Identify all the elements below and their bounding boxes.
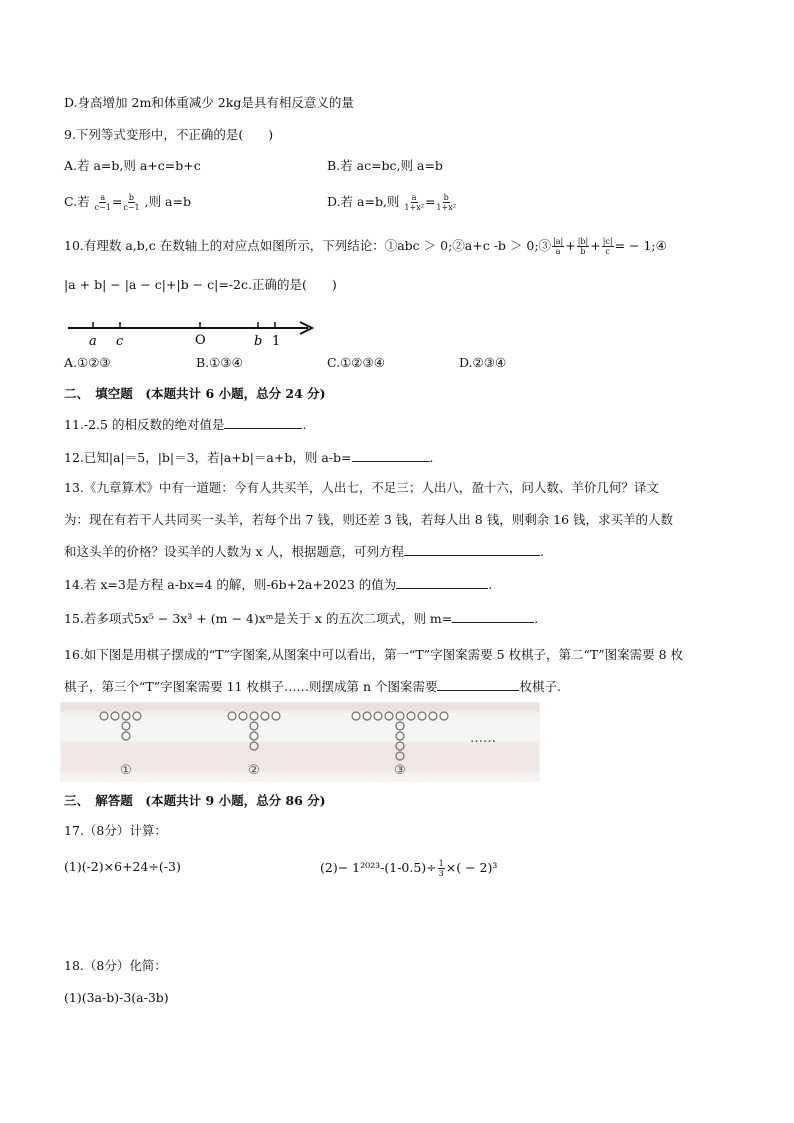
- q15-answer-blank[interactable]: [452, 610, 534, 623]
- q10-stem: 10.有理数 a,b,c 在数轴上的对应点如图所示，下列结论：①abc ＞ 0;②a+c -b ＞ 0;③ $\frac{|a|}{a}$ + $\frac{|b|}{b}$ + $\frac{|c|}{c}$ = − 1;④: [64, 237, 667, 256]
- section-2-heading: 二、 填空题 (本题共计 6 小题，总分 24 分): [64, 386, 326, 401]
- q13-line1: 13.《九章算术》中有一道题：今有人共买羊，人出七，不足三；人出八，盈十六，问人数、羊价几何？译文: [64, 480, 659, 495]
- label-o: O: [195, 333, 206, 348]
- q9-d-frac-a: $\frac{a}{\text{1+x²}}$: [404, 193, 424, 212]
- label-c: c: [116, 334, 124, 349]
- q10-option-b: B.①③④: [196, 355, 243, 370]
- number-line-figure: [60, 315, 330, 351]
- fig-ellipsis: ……: [470, 731, 496, 746]
- q12-answer-blank[interactable]: [352, 449, 430, 462]
- q8-option-d: D.身高增加 2m和体重减少 2kg是具有相反意义的量: [64, 95, 354, 110]
- fig-label-1: ①: [120, 763, 132, 778]
- q9-d-frac-b: $\frac{b}{\text{1+x²}}$: [436, 193, 456, 212]
- q10-option-a: A.①②③: [64, 355, 111, 370]
- q9-option-c: C.若 $\frac{a}{c-1}$ = $\frac{b}{c-1}$ ,则 a=b: [64, 193, 191, 212]
- q17-heading: 17.（8分）计算：: [64, 823, 167, 838]
- q14: 14.若 x=3是方程 a-bx=4 的解，则-6b+2a+2023 的值为 .: [64, 577, 493, 592]
- q9-c-prefix: C.若: [64, 194, 90, 209]
- q10-frac-b: $\frac{|b|}{b}$: [577, 237, 589, 256]
- label-1: 1: [272, 334, 281, 349]
- q18-part1: (1)(3a-b)-3(a-3b): [64, 990, 169, 1005]
- label-a: a: [89, 334, 97, 349]
- q10-frac-c: $\frac{|c|}{c}$: [602, 237, 613, 256]
- q18-heading: 18.（8分）化简：: [64, 958, 167, 973]
- q11-answer-blank[interactable]: [224, 416, 302, 429]
- q11: 11.-2.5 的相反数的绝对值是 .: [64, 417, 307, 432]
- label-b: b: [254, 334, 263, 349]
- q15: 15.若多项式5x⁵ − 3x³ + (m − 4)xᵐ是关于 x 的五次二项式，则 m= .: [64, 611, 539, 626]
- q10-stem-end: = − 1;④: [614, 238, 667, 253]
- q16-line1: 16.如下图是用棋子摆成的“T”字图案,从图案中可以看出，第一“T”字图案需要 5 枚棋子，第二“T”图案需要 8 枚: [64, 647, 684, 662]
- fig-label-2: ②: [248, 763, 260, 778]
- q13-line2: 为：现在有若干人共同买一头羊，若每个出 7 钱，则还差 3 钱，若每人出 8 钱，则剩余 16 钱，求买羊的人数: [64, 512, 674, 527]
- t-pattern-svg: [60, 702, 540, 782]
- q9-c-frac-b: $\frac{b}{c-1}$: [123, 193, 140, 212]
- q10-line2: |a + b| − |a − c|+|b − c|=-2c.正确的是( ): [64, 277, 337, 292]
- t-pattern-figure: [60, 702, 540, 782]
- q9-stem: 9.下列等式变形中，不正确的是( ): [64, 127, 274, 142]
- q9-d-prefix: D.若 a=b,则: [327, 194, 400, 209]
- q16-line2: 棋子，第三个“T”字图案需要 11 枚棋子……则摆成第 n 个图案需要 枚棋子.: [64, 679, 561, 694]
- q17-part1: (1)(-2)×6+24÷(-3): [64, 859, 181, 874]
- q10-frac-a: $\frac{|a|}{a}$: [553, 237, 564, 256]
- q9-option-a: A.若 a=b,则 a+c=b+c: [64, 158, 201, 173]
- q10-option-d: D.②③④: [459, 355, 507, 370]
- q16-answer-blank[interactable]: [437, 678, 519, 691]
- fig-label-3: ③: [394, 763, 406, 778]
- q9-option-d: D.若 a=b,则 $\frac{a}{\text{1+x²}}$ = $\frac{b}{\text{1+x²}}$: [327, 193, 456, 212]
- q9-option-b: B.若 ac=bc,则 a=b: [327, 158, 443, 173]
- q10-option-c: C.①②③④: [327, 355, 385, 370]
- q13-line3: 和这头羊的价格？设买羊的人数为 x 人，根据题意，可列方程 .: [64, 544, 544, 559]
- section-3-heading: 三、 解答题 (本题共计 9 小题，总分 86 分): [64, 793, 326, 808]
- q10-stem-text: 10.有理数 a,b,c 在数轴上的对应点如图所示，下列结论：①abc ＞ 0;②a+c -b ＞ 0;③: [64, 238, 552, 253]
- q17-frac: $\frac{1}{3}$: [438, 859, 444, 878]
- q14-answer-blank[interactable]: [396, 576, 488, 589]
- q9-c-suffix: ,则 a=b: [144, 194, 191, 209]
- q17-part2: (2)− 1²⁰²³-(1-0.5)÷ $\frac{1}{3}$ ×( − 2)³: [320, 859, 498, 878]
- q12: 12.已知|a|＝5，|b|＝3，若|a+b|＝a+b，则 a-b= .: [64, 450, 434, 465]
- q13-answer-blank[interactable]: [404, 543, 540, 556]
- q9-c-frac-a: $\frac{a}{c-1}$: [94, 193, 111, 212]
